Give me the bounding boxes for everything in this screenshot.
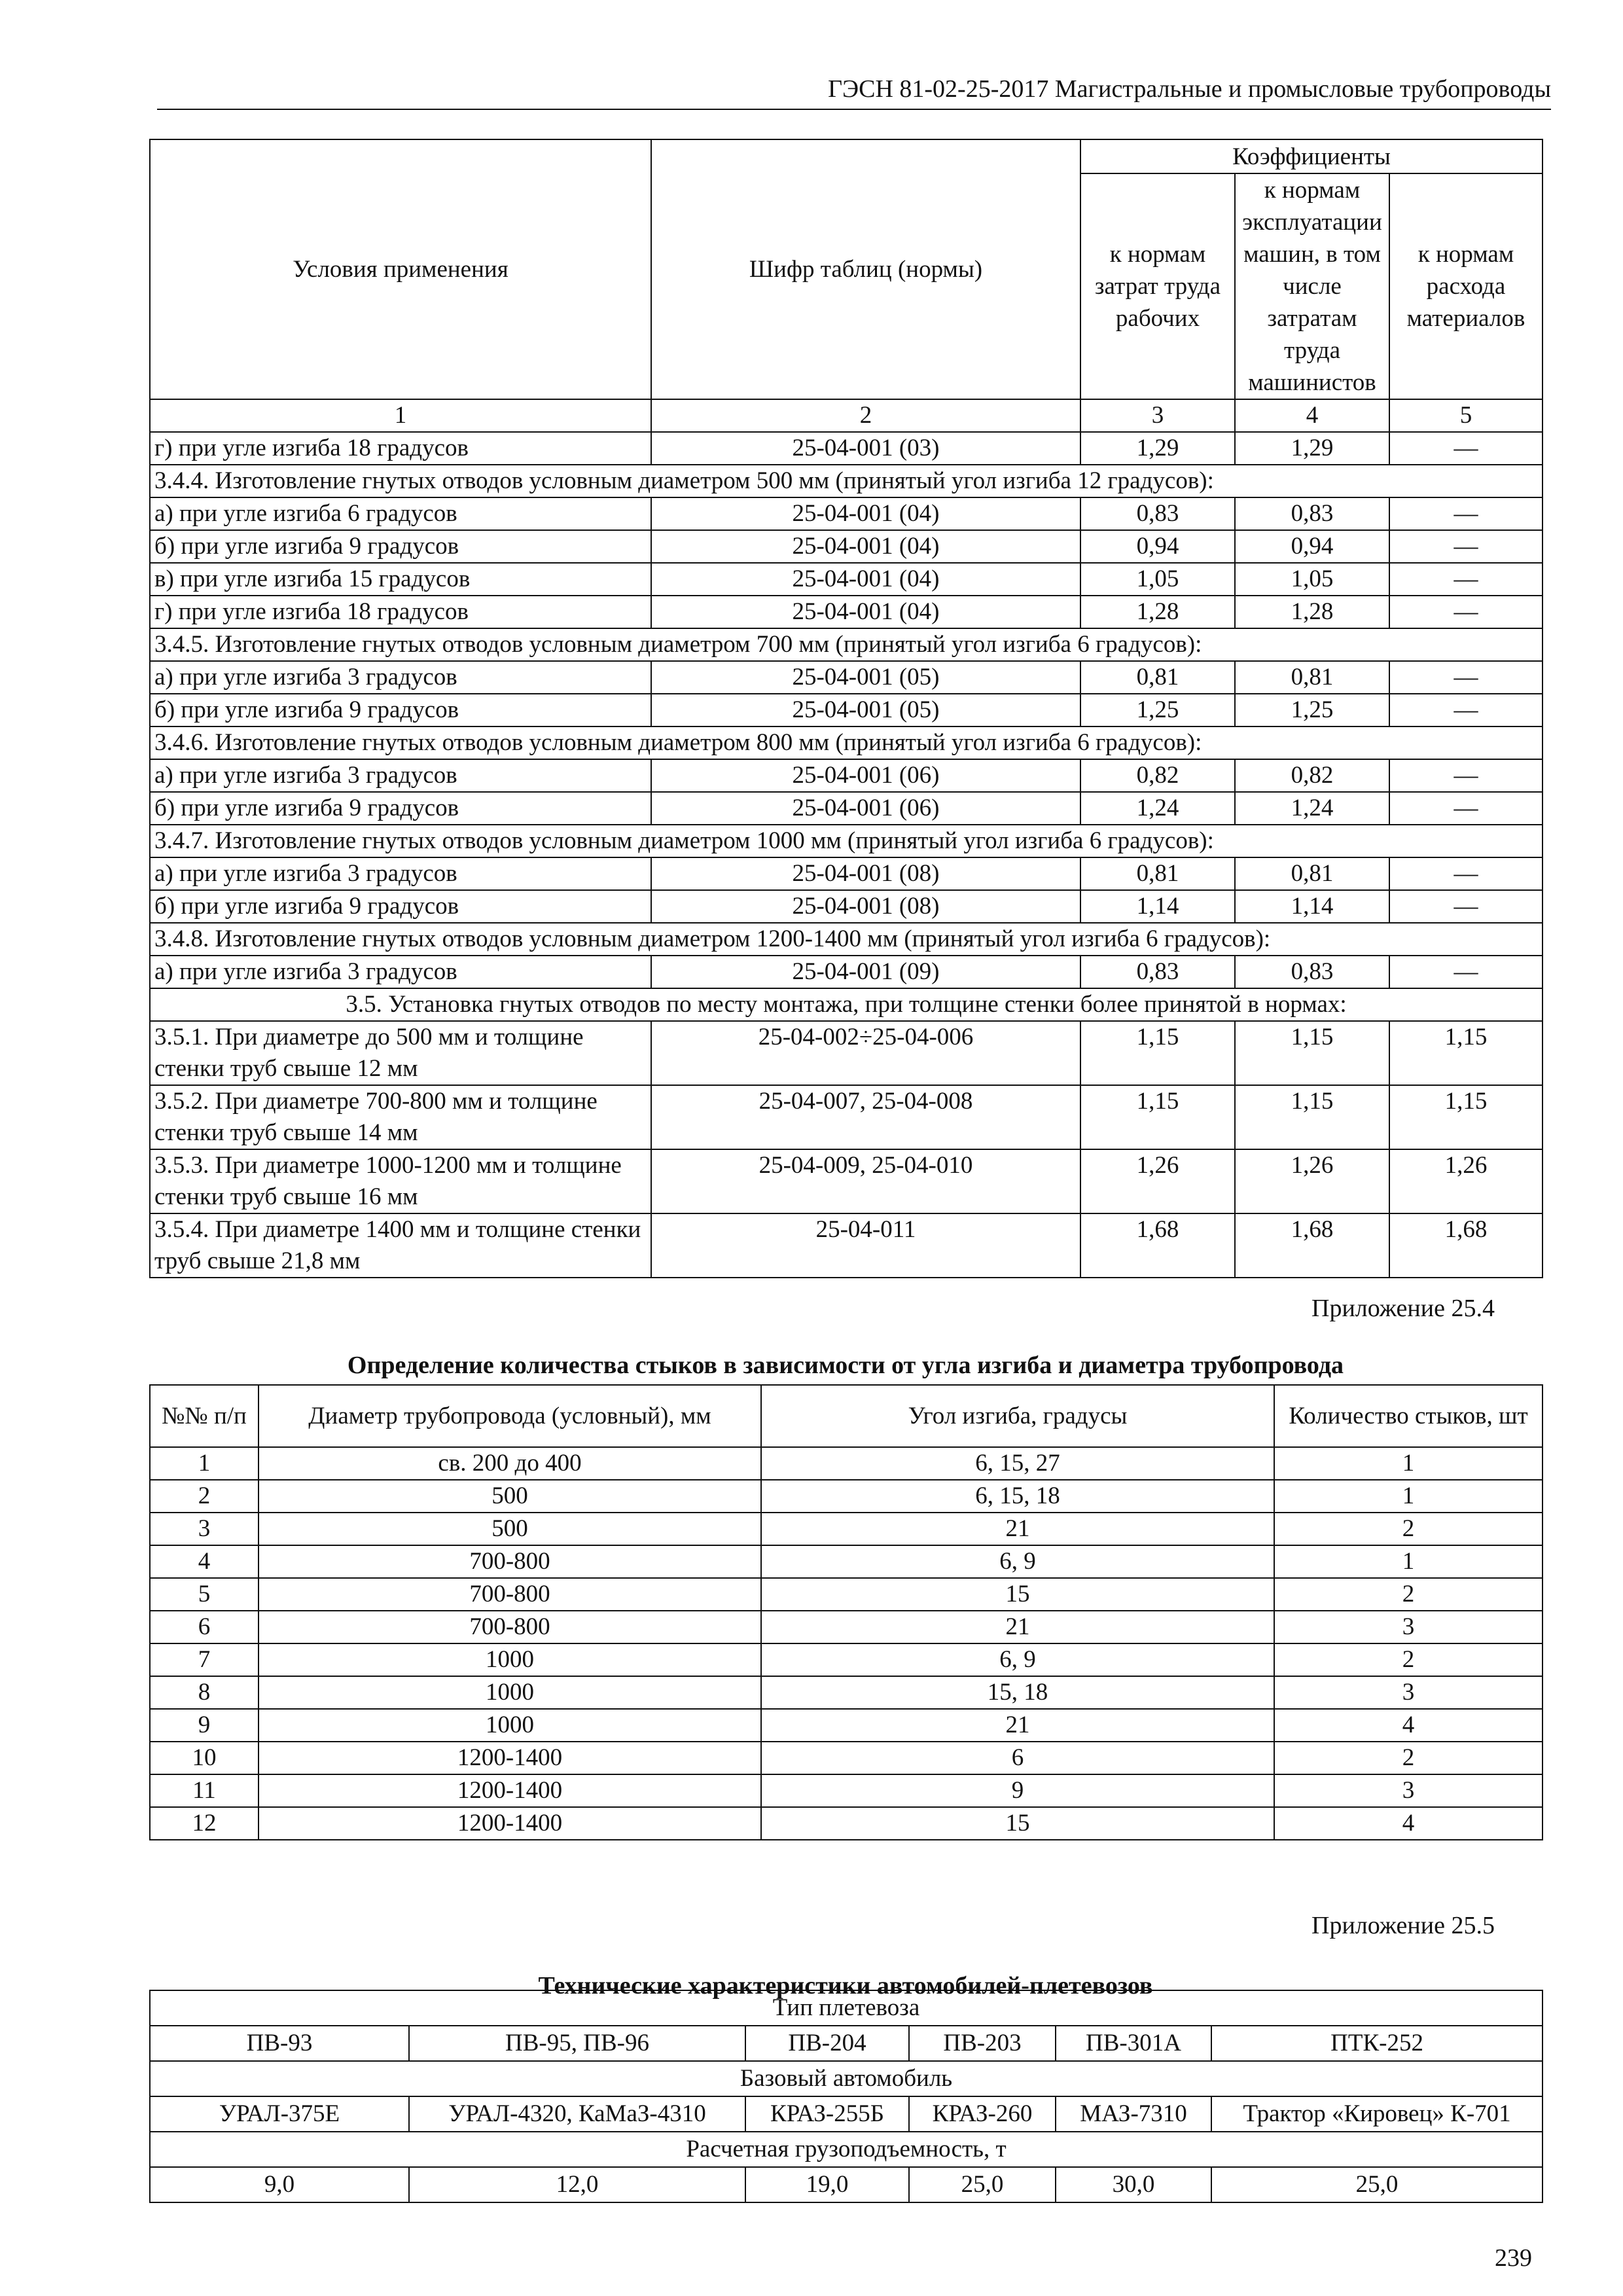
labor-coef-cell: 0,83 bbox=[1080, 497, 1235, 530]
material-coef-cell: — bbox=[1389, 956, 1543, 988]
capacity-cell: 12,0 bbox=[409, 2167, 745, 2202]
diameter-cell: 700-800 bbox=[259, 1611, 761, 1643]
machine-coef-cell: 0,94 bbox=[1235, 530, 1389, 563]
material-coef-cell: — bbox=[1389, 759, 1543, 792]
condition-cell: 3.5.2. При диаметре 700-800 мм и толщине стенки труб свыше 14 мм bbox=[150, 1085, 651, 1149]
table-row bbox=[150, 661, 1543, 694]
material-coef-cell: — bbox=[1389, 890, 1543, 923]
labor-coef-cell: 0,94 bbox=[1080, 530, 1235, 563]
table-row bbox=[150, 1611, 1543, 1643]
condition-cell: а) при угле изгиба 3 градусов bbox=[150, 857, 651, 890]
diameter-cell: 700-800 bbox=[259, 1545, 761, 1578]
page-number: 239 bbox=[1495, 2244, 1532, 2272]
table-row bbox=[150, 2026, 1543, 2061]
condition-cell: б) при угле изгиба 9 градусов bbox=[150, 530, 651, 563]
table-row bbox=[150, 465, 1543, 497]
header-joints: Количество стыков, шт bbox=[1274, 1385, 1543, 1447]
joints-cell: 2 bbox=[1274, 1578, 1543, 1611]
table-row bbox=[150, 1807, 1543, 1840]
machine-coef-cell: 1,24 bbox=[1235, 792, 1389, 825]
labor-coef-cell: 1,26 bbox=[1080, 1149, 1235, 1213]
table-row bbox=[150, 2167, 1543, 2202]
table-row bbox=[150, 759, 1543, 792]
carrier-type-cell: ПВ-203 bbox=[909, 2026, 1056, 2061]
section-heading: 3.4.5. Изготовление гнутых отводов условным диаметром 700 мм (принятый угол изгиба 6 градусов): bbox=[150, 628, 1543, 661]
machine-coef-cell: 0,82 bbox=[1235, 759, 1389, 792]
row-number-cell: 5 bbox=[150, 1578, 259, 1611]
column-number: 2 bbox=[651, 399, 1080, 432]
code-cell: 25-04-001 (04) bbox=[651, 596, 1080, 628]
condition-cell: г) при угле изгиба 18 градусов bbox=[150, 596, 651, 628]
table-row bbox=[150, 1676, 1543, 1709]
labor-coef-cell: 0,81 bbox=[1080, 857, 1235, 890]
code-cell: 25-04-001 (06) bbox=[651, 759, 1080, 792]
base-vehicle-cell: УРАЛ-4320, КаМаЗ-4310 bbox=[409, 2096, 745, 2132]
angle-cell: 15 bbox=[761, 1807, 1274, 1840]
code-cell: 25-04-001 (05) bbox=[651, 661, 1080, 694]
joints-cell: 4 bbox=[1274, 1807, 1543, 1840]
labor-coef-cell: 1,25 bbox=[1080, 694, 1235, 726]
capacity-cell: 30,0 bbox=[1056, 2167, 1211, 2202]
carrier-type-cell: ПВ-204 bbox=[745, 2026, 909, 2061]
code-cell: 25-04-001 (06) bbox=[651, 792, 1080, 825]
condition-cell: 3.5.1. При диаметре до 500 мм и толщине стенки труб свыше 12 мм bbox=[150, 1021, 651, 1085]
joints-cell: 2 bbox=[1274, 1513, 1543, 1545]
diameter-cell: 500 bbox=[259, 1513, 761, 1545]
code-cell: 25-04-001 (04) bbox=[651, 497, 1080, 530]
material-coef-cell: — bbox=[1389, 694, 1543, 726]
running-header bbox=[157, 73, 1551, 110]
base-vehicle-cell: КРАЗ-260 bbox=[909, 2096, 1056, 2132]
condition-cell: а) при угле изгиба 3 градусов bbox=[150, 759, 651, 792]
table-row bbox=[150, 1709, 1543, 1742]
angle-cell: 6, 9 bbox=[761, 1643, 1274, 1676]
joints-cell: 4 bbox=[1274, 1709, 1543, 1742]
table-row bbox=[150, 1643, 1543, 1676]
column-number: 5 bbox=[1389, 399, 1543, 432]
table-row bbox=[150, 1742, 1543, 1774]
section-heading: 3.4.8. Изготовление гнутых отводов условным диаметром 1200-1400 мм (принятый угол изгиба 6 градусов): bbox=[150, 923, 1543, 956]
material-coef-cell: 1,26 bbox=[1389, 1149, 1543, 1213]
labor-coef-cell: 1,28 bbox=[1080, 596, 1235, 628]
condition-cell: б) при угле изгиба 9 градусов bbox=[150, 890, 651, 923]
table-row bbox=[150, 890, 1543, 923]
code-cell: 25-04-001 (09) bbox=[651, 956, 1080, 988]
row-number-cell: 8 bbox=[150, 1676, 259, 1709]
machine-coef-cell: 0,83 bbox=[1235, 497, 1389, 530]
carrier-type-cell: ПВ-93 bbox=[150, 2026, 409, 2061]
joints-cell: 1 bbox=[1274, 1447, 1543, 1480]
table-row bbox=[150, 825, 1543, 857]
base-header: Базовый автомобиль bbox=[150, 2061, 1543, 2096]
angle-cell: 21 bbox=[761, 1611, 1274, 1643]
table-row bbox=[150, 1774, 1543, 1807]
capacity-header: Расчетная грузоподъемность, т bbox=[150, 2132, 1543, 2167]
header-number: №№ п/п bbox=[150, 1385, 259, 1447]
material-coef-cell: — bbox=[1389, 497, 1543, 530]
header-angle: Угол изгиба, градусы bbox=[761, 1385, 1274, 1447]
machine-coef-cell: 1,29 bbox=[1235, 432, 1389, 465]
joints-cell: 3 bbox=[1274, 1611, 1543, 1643]
labor-coef-cell: 1,29 bbox=[1080, 432, 1235, 465]
header-labor: к нормам затрат труда рабочих bbox=[1080, 173, 1235, 399]
appendix-25-4-label: Приложение 25.4 bbox=[1311, 1295, 1495, 1322]
table-row bbox=[150, 857, 1543, 890]
machine-coef-cell: 1,26 bbox=[1235, 1149, 1389, 1213]
table-row bbox=[150, 596, 1543, 628]
diameter-cell: 1000 bbox=[259, 1709, 761, 1742]
table-row bbox=[150, 1021, 1543, 1085]
material-coef-cell: — bbox=[1389, 792, 1543, 825]
joints-cell: 2 bbox=[1274, 1643, 1543, 1676]
material-coef-cell: — bbox=[1389, 432, 1543, 465]
table-row bbox=[150, 923, 1543, 956]
code-cell: 25-04-002÷25-04-006 bbox=[651, 1021, 1080, 1085]
joints-cell: 3 bbox=[1274, 1774, 1543, 1807]
diameter-cell: 1200-1400 bbox=[259, 1807, 761, 1840]
capacity-cell: 19,0 bbox=[745, 2167, 909, 2202]
base-vehicle-cell: УРАЛ-375Е bbox=[150, 2096, 409, 2132]
diameter-cell: св. 200 до 400 bbox=[259, 1447, 761, 1480]
labor-coef-cell: 1,15 bbox=[1080, 1085, 1235, 1149]
machine-coef-cell: 1,28 bbox=[1235, 596, 1389, 628]
row-number-cell: 1 bbox=[150, 1447, 259, 1480]
section-heading: 3.5. Установка гнутых отводов по месту монтажа, при толщине стенки более принятой в нормах: bbox=[150, 988, 1543, 1021]
condition-cell: а) при угле изгиба 3 градусов bbox=[150, 956, 651, 988]
table-row bbox=[150, 956, 1543, 988]
row-number-cell: 7 bbox=[150, 1643, 259, 1676]
material-coef-cell: 1,15 bbox=[1389, 1021, 1543, 1085]
diameter-cell: 700-800 bbox=[259, 1578, 761, 1611]
material-coef-cell: 1,15 bbox=[1389, 1085, 1543, 1149]
joints-cell: 2 bbox=[1274, 1742, 1543, 1774]
diameter-cell: 1000 bbox=[259, 1643, 761, 1676]
angle-cell: 15 bbox=[761, 1578, 1274, 1611]
table-row bbox=[150, 1149, 1543, 1213]
coefficients-table bbox=[149, 139, 1543, 1278]
angle-cell: 21 bbox=[761, 1513, 1274, 1545]
section-heading: 3.4.4. Изготовление гнутых отводов условным диаметром 500 мм (принятый угол изгиба 12 градусов): bbox=[150, 465, 1543, 497]
header-materials: к нормам расхода материалов bbox=[1389, 173, 1543, 399]
header-coefficients: Коэффициенты bbox=[1080, 139, 1543, 173]
condition-cell: а) при угле изгиба 6 градусов bbox=[150, 497, 651, 530]
joints-table bbox=[149, 1384, 1543, 1840]
machine-coef-cell: 1,15 bbox=[1235, 1021, 1389, 1085]
carrier-type-cell: ПВ-301А bbox=[1056, 2026, 1211, 2061]
table-row bbox=[150, 1578, 1543, 1611]
diameter-cell: 500 bbox=[259, 1480, 761, 1513]
diameter-cell: 1200-1400 bbox=[259, 1774, 761, 1807]
row-number-cell: 6 bbox=[150, 1611, 259, 1643]
diameter-cell: 1000 bbox=[259, 1676, 761, 1709]
capacity-cell: 25,0 bbox=[1211, 2167, 1543, 2202]
table-row bbox=[150, 1513, 1543, 1545]
table-row bbox=[150, 628, 1543, 661]
labor-coef-cell: 1,14 bbox=[1080, 890, 1235, 923]
material-coef-cell: — bbox=[1389, 563, 1543, 596]
table-row bbox=[150, 1085, 1543, 1149]
table-row bbox=[150, 1213, 1543, 1278]
labor-coef-cell: 0,82 bbox=[1080, 759, 1235, 792]
diameter-cell: 1200-1400 bbox=[259, 1742, 761, 1774]
material-coef-cell: — bbox=[1389, 530, 1543, 563]
code-cell: 25-04-001 (04) bbox=[651, 563, 1080, 596]
header-diameter: Диаметр трубопровода (условный), мм bbox=[259, 1385, 761, 1447]
joints-cell: 1 bbox=[1274, 1545, 1543, 1578]
machine-coef-cell: 0,83 bbox=[1235, 956, 1389, 988]
condition-cell: в) при угле изгиба 15 градусов bbox=[150, 563, 651, 596]
pipe-carriers-table bbox=[149, 1990, 1543, 2203]
condition-cell: б) при угле изгиба 9 градусов bbox=[150, 792, 651, 825]
table-row bbox=[150, 726, 1543, 759]
carrier-type-cell: ПТК-252 bbox=[1211, 2026, 1543, 2061]
table-row bbox=[150, 2096, 1543, 2132]
appendix-25-4-title: Определение количества стыков в зависимости от угла изгиба и диаметра трубопровода bbox=[347, 1352, 1344, 1379]
table-row bbox=[150, 792, 1543, 825]
column-number: 3 bbox=[1080, 399, 1235, 432]
code-cell: 25-04-001 (03) bbox=[651, 432, 1080, 465]
column-number: 1 bbox=[150, 399, 651, 432]
appendix-25-5-title: Технические характеристики автомобилей-плетевозов bbox=[538, 1972, 1153, 2000]
machine-coef-cell: 1,14 bbox=[1235, 890, 1389, 923]
base-vehicle-cell: КРАЗ-255Б bbox=[745, 2096, 909, 2132]
angle-cell: 9 bbox=[761, 1774, 1274, 1807]
base-vehicle-cell: МАЗ-7310 bbox=[1056, 2096, 1211, 2132]
condition-cell: 3.5.3. При диаметре 1000-1200 мм и толщине стенки труб свыше 16 мм bbox=[150, 1149, 651, 1213]
angle-cell: 6, 15, 18 bbox=[761, 1480, 1274, 1513]
header-conditions: Условия применения bbox=[150, 139, 651, 399]
column-number: 4 bbox=[1235, 399, 1389, 432]
machine-coef-cell: 1,25 bbox=[1235, 694, 1389, 726]
section-heading: 3.4.6. Изготовление гнутых отводов условным диаметром 800 мм (принятый угол изгиба 6 градусов): bbox=[150, 726, 1543, 759]
material-coef-cell: — bbox=[1389, 661, 1543, 694]
code-cell: 25-04-001 (05) bbox=[651, 694, 1080, 726]
condition-cell: г) при угле изгиба 18 градусов bbox=[150, 432, 651, 465]
code-cell: 25-04-009, 25-04-010 bbox=[651, 1149, 1080, 1213]
angle-cell: 6 bbox=[761, 1742, 1274, 1774]
machine-coef-cell: 1,68 bbox=[1235, 1213, 1389, 1278]
capacity-cell: 25,0 bbox=[909, 2167, 1056, 2202]
carrier-type-cell: ПВ-95, ПВ-96 bbox=[409, 2026, 745, 2061]
row-number-cell: 4 bbox=[150, 1545, 259, 1578]
row-number-cell: 12 bbox=[150, 1807, 259, 1840]
table-row bbox=[150, 497, 1543, 530]
code-cell: 25-04-001 (08) bbox=[651, 890, 1080, 923]
labor-coef-cell: 0,81 bbox=[1080, 661, 1235, 694]
row-number-cell: 10 bbox=[150, 1742, 259, 1774]
base-vehicle-cell: Трактор «Кировец» К-701 bbox=[1211, 2096, 1543, 2132]
table-row bbox=[150, 1447, 1543, 1480]
machine-coef-cell: 0,81 bbox=[1235, 661, 1389, 694]
machine-coef-cell: 0,81 bbox=[1235, 857, 1389, 890]
row-number-cell: 9 bbox=[150, 1709, 259, 1742]
joints-cell: 3 bbox=[1274, 1676, 1543, 1709]
code-cell: 25-04-001 (04) bbox=[651, 530, 1080, 563]
labor-coef-cell: 1,05 bbox=[1080, 563, 1235, 596]
capacity-cell: 9,0 bbox=[150, 2167, 409, 2202]
table-row bbox=[150, 694, 1543, 726]
table-row bbox=[150, 1545, 1543, 1578]
row-number-cell: 3 bbox=[150, 1513, 259, 1545]
section-heading: 3.4.7. Изготовление гнутых отводов условным диаметром 1000 мм (принятый угол изгиба 6 градусов): bbox=[150, 825, 1543, 857]
header-code: Шифр таблиц (нормы) bbox=[651, 139, 1080, 399]
document-title: ГЭСН 81-02-25-2017 Магистральные и промысловые трубопроводы bbox=[828, 75, 1551, 103]
labor-coef-cell: 0,83 bbox=[1080, 956, 1235, 988]
table-row bbox=[150, 1480, 1543, 1513]
labor-coef-cell: 1,68 bbox=[1080, 1213, 1235, 1278]
table-row bbox=[150, 988, 1543, 1021]
appendix-25-5-label: Приложение 25.5 bbox=[1311, 1912, 1495, 1939]
condition-cell: 3.5.4. При диаметре 1400 мм и толщине стенки труб свыше 21,8 мм bbox=[150, 1213, 651, 1278]
table-row bbox=[150, 563, 1543, 596]
code-cell: 25-04-001 (08) bbox=[651, 857, 1080, 890]
code-cell: 25-04-011 bbox=[651, 1213, 1080, 1278]
type-header: Тип плетевоза bbox=[150, 1990, 1543, 2026]
material-coef-cell: 1,68 bbox=[1389, 1213, 1543, 1278]
condition-cell: а) при угле изгиба 3 градусов bbox=[150, 661, 651, 694]
machine-coef-cell: 1,05 bbox=[1235, 563, 1389, 596]
material-coef-cell: — bbox=[1389, 857, 1543, 890]
joints-cell: 1 bbox=[1274, 1480, 1543, 1513]
labor-coef-cell: 1,15 bbox=[1080, 1021, 1235, 1085]
row-number-cell: 11 bbox=[150, 1774, 259, 1807]
material-coef-cell: — bbox=[1389, 596, 1543, 628]
row-number-cell: 2 bbox=[150, 1480, 259, 1513]
angle-cell: 21 bbox=[761, 1709, 1274, 1742]
angle-cell: 15, 18 bbox=[761, 1676, 1274, 1709]
header-machines: к нормам эксплуатации машин, в том числе затратам труда машинистов bbox=[1235, 173, 1389, 399]
angle-cell: 6, 9 bbox=[761, 1545, 1274, 1578]
labor-coef-cell: 1,24 bbox=[1080, 792, 1235, 825]
table-row bbox=[150, 530, 1543, 563]
table-row bbox=[150, 432, 1543, 465]
code-cell: 25-04-007, 25-04-008 bbox=[651, 1085, 1080, 1149]
condition-cell: б) при угле изгиба 9 градусов bbox=[150, 694, 651, 726]
angle-cell: 6, 15, 27 bbox=[761, 1447, 1274, 1480]
machine-coef-cell: 1,15 bbox=[1235, 1085, 1389, 1149]
